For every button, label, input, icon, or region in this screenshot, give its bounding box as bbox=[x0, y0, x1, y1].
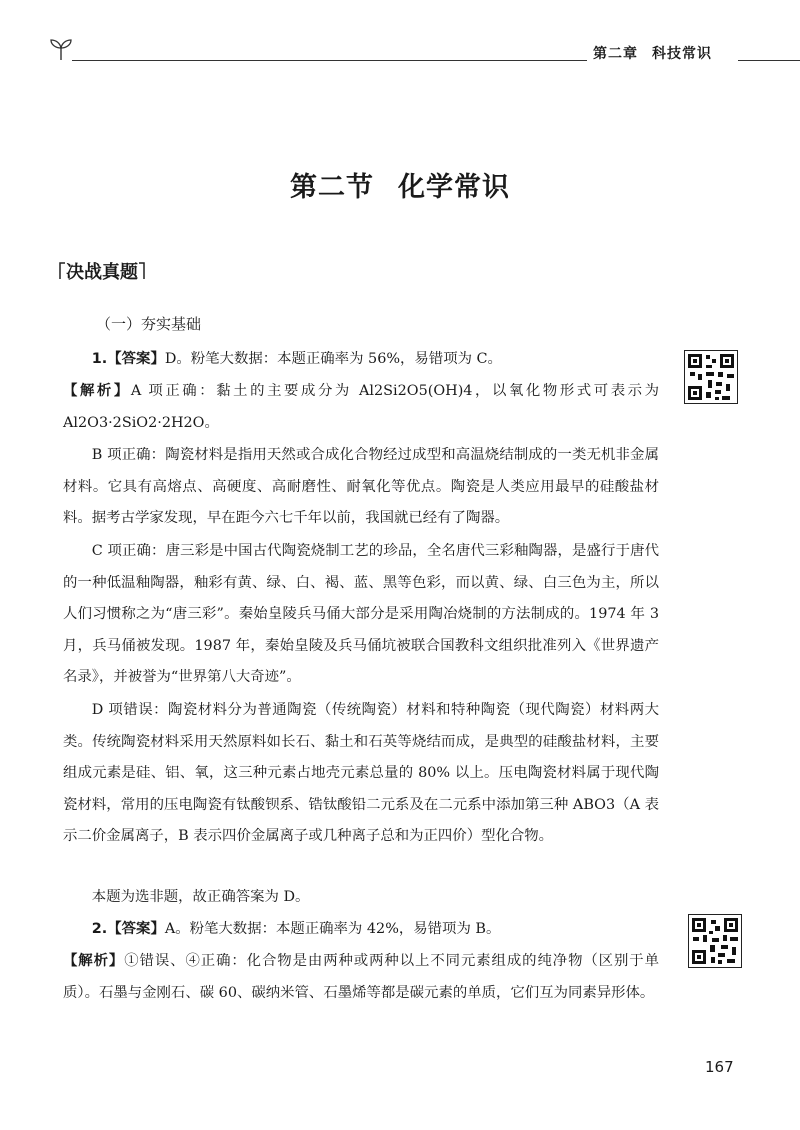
q2-answer-text: A。粉笔大数据：本题正确率为 42%，易错项为 B。 bbox=[164, 921, 501, 937]
q2-answer bbox=[63, 914, 659, 946]
qr-code-icon[interactable] bbox=[688, 914, 742, 968]
bracket-left-icon bbox=[56, 261, 66, 281]
q1-para-b: B 项正确：陶瓷材料是指用天然或合成化合物经过成型和高温烧结制成的一类无机非金属材料。它具有高熔点、高硬度、高耐磨性、耐氧化等优点。陶瓷是人类应用最早的硅酸盐材料。据考古学家发现，早在距今六七千年以前，我国就已经有了陶器。 bbox=[63, 447, 659, 526]
topic-label: 科技常识 bbox=[652, 46, 712, 62]
section-name: 化学常识 bbox=[398, 172, 510, 203]
q2-analysis-tag: 【解析】 bbox=[63, 953, 125, 969]
sprout-icon bbox=[48, 36, 74, 62]
q1-analysis-tag: 【解析】 bbox=[63, 383, 131, 399]
q1-answer-text: D。粉笔大数据：本题正确率为 56%，易错项为 C。 bbox=[164, 351, 502, 367]
side-heading-text: 决战真题 bbox=[66, 262, 138, 283]
q2-analysis-text: ①错误、④正确：化合物是由两种或两种以上不同元素组成的纯净物（区别于单质）。石墨与金刚石、碳 60、碳纳米管、石墨烯等都是碳元素的单质，它们互为同素异形体。 bbox=[63, 953, 659, 1001]
q2-label: 2.【答案】 bbox=[91, 921, 165, 937]
running-header bbox=[593, 43, 712, 63]
q2-analysis bbox=[63, 946, 659, 1009]
chapter-label: 第二章 bbox=[593, 46, 638, 62]
header-rule-left bbox=[72, 60, 587, 61]
bracket-right-icon bbox=[138, 261, 148, 281]
page-title bbox=[0, 165, 800, 204]
section-number: 第二节 bbox=[290, 172, 374, 203]
side-heading bbox=[56, 258, 148, 284]
q1-conclusion: 本题为选非题，故正确答案为 D。 bbox=[91, 889, 310, 905]
page-number: 167 bbox=[705, 1058, 734, 1076]
q1-analysis-a-text: A 项正确：黏土的主要成分为 Al2Si2O5(OH)4，以氧化物形式可表示为 Al2O3·2SiO2·2H2O。 bbox=[63, 383, 659, 431]
qr-code-icon[interactable] bbox=[684, 350, 738, 404]
q1-label: 1.【答案】 bbox=[91, 351, 165, 367]
q1-para-d: D 项错误：陶瓷材料分为普通陶瓷（传统陶瓷）材料和特种陶瓷（现代陶瓷）材料两大类。传统陶瓷材料采用天然原料如长石、黏土和石英等烧结而成，是典型的硅酸盐材料，主要组成元素是硅、铝、氧，这三种元素占地壳元素总量的 80% 以上。压电陶瓷材料属于现代陶瓷材料，常用的压电陶瓷有钛酸钡系、锆钛酸铅二元系及在二元系中添加第三种 ABO3（A 表示二价金属离子，B 表示四价金属离子或几种离子总和为正四价）型化合物。 bbox=[63, 702, 659, 844]
q1-para-c: C 项正确：唐三彩是中国古代陶瓷烧制工艺的珍品，全名唐代三彩釉陶器，是盛行于唐代的一种低温釉陶器，釉彩有黄、绿、白、褐、蓝、黑等色彩，而以黄、绿、白三色为主，所以人们习惯称之为“唐三彩”。秦始皇陵兵马俑大部分是采用陶冶烧制的方法制成的。1974 年 3 月，兵马俑被发现。1987 年，秦始皇陵及兵马俑坑被联合国教科文组织批准列入《世界遗产名录》，并被誉为“世界第八大奇迹”。 bbox=[63, 543, 659, 685]
q1-analysis-a bbox=[63, 376, 659, 439]
header-rule-right bbox=[738, 60, 800, 61]
q1-answer bbox=[63, 344, 659, 376]
subheading: （一）夯实基础 bbox=[96, 315, 202, 333]
